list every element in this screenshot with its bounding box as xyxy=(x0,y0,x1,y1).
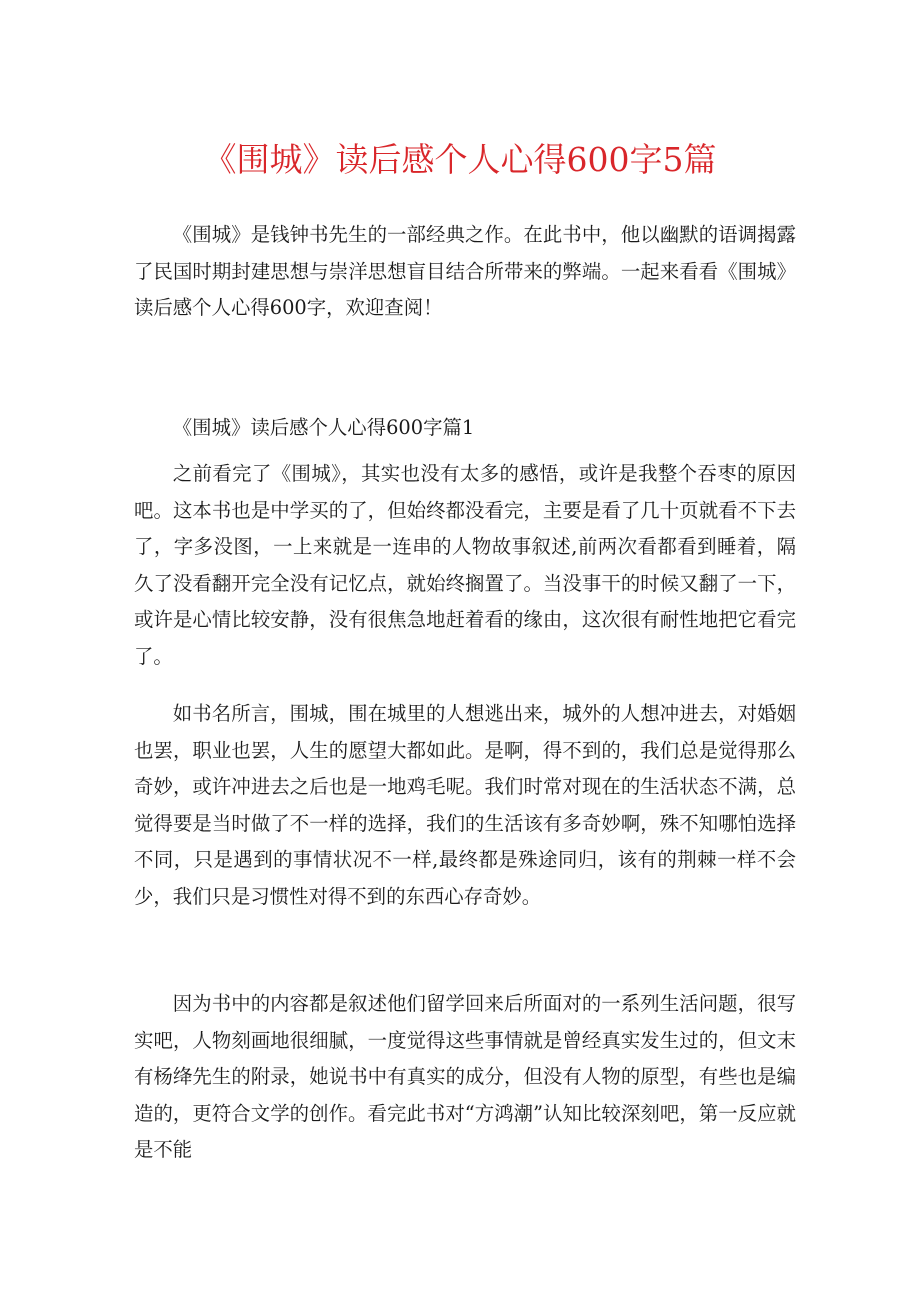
body-paragraph-1: 之前看完了《围城》，其实也没有太多的感悟，或许是我整个吞枣的原因吧。这本书也是中学买的了，但始终都没看完，主要是看了几十页就看不下去了，字多没图，一上来就是一连串的人物故事叙述,前两次看都看到睡着，隔久了没看翻开完全没有记忆点，就始终搁置了。当没事干的时候又翻了一下，或许是心情比较安静，没有很焦急地赶着看的缘由，这次很有耐性地把它看完了。 xyxy=(134,462,796,668)
body-paragraph-3: 因为书中的内容都是叙述他们留学回来后所面对的一系列生活问题，很写实吧，人物刻画地很细腻，一度觉得这些事情就是曾经真实发生过的，但文末有杨绛先生的附录，她说书中有真实的成分，但没有人物的原型，有些也是编造的，更符合文学的创作。看完此书对“方鸿潮”认知比较深刻吧，第一反应就是不能 xyxy=(134,992,796,1161)
document-title: 《围城》读后感个人心得600字5篇 xyxy=(203,140,717,179)
section-heading: 《围城》读后感个人心得600字篇1 xyxy=(172,416,475,439)
intro-paragraph: 《围城》是钱钟书先生的一部经典之作。在此书中，他以幽默的语调揭露了民国时期封建思想与崇洋思想盲目结合所带来的弊端。一起来看看《围城》读后感个人心得600字，欢迎查阅！ xyxy=(134,223,796,319)
body-paragraph-2: 如书名所言，围城，围在城里的人想逃出来，城外的人想冲进去，对婚姻也罢，职业也罢，人生的愿望大都如此。是啊，得不到的，我们总是觉得那么奇妙，或许冲进去之后也是一地鸡毛呢。我们时常对现在的生活状态不满，总觉得要是当时做了不一样的选择，我们的生活该有多奇妙啊，殊不知哪怕选择不同，只是遇到的事情状况不一样,最终都是殊途同归，该有的荆棘一样不会少，我们只是习惯性对得不到的东西心存奇妙。 xyxy=(134,702,796,908)
